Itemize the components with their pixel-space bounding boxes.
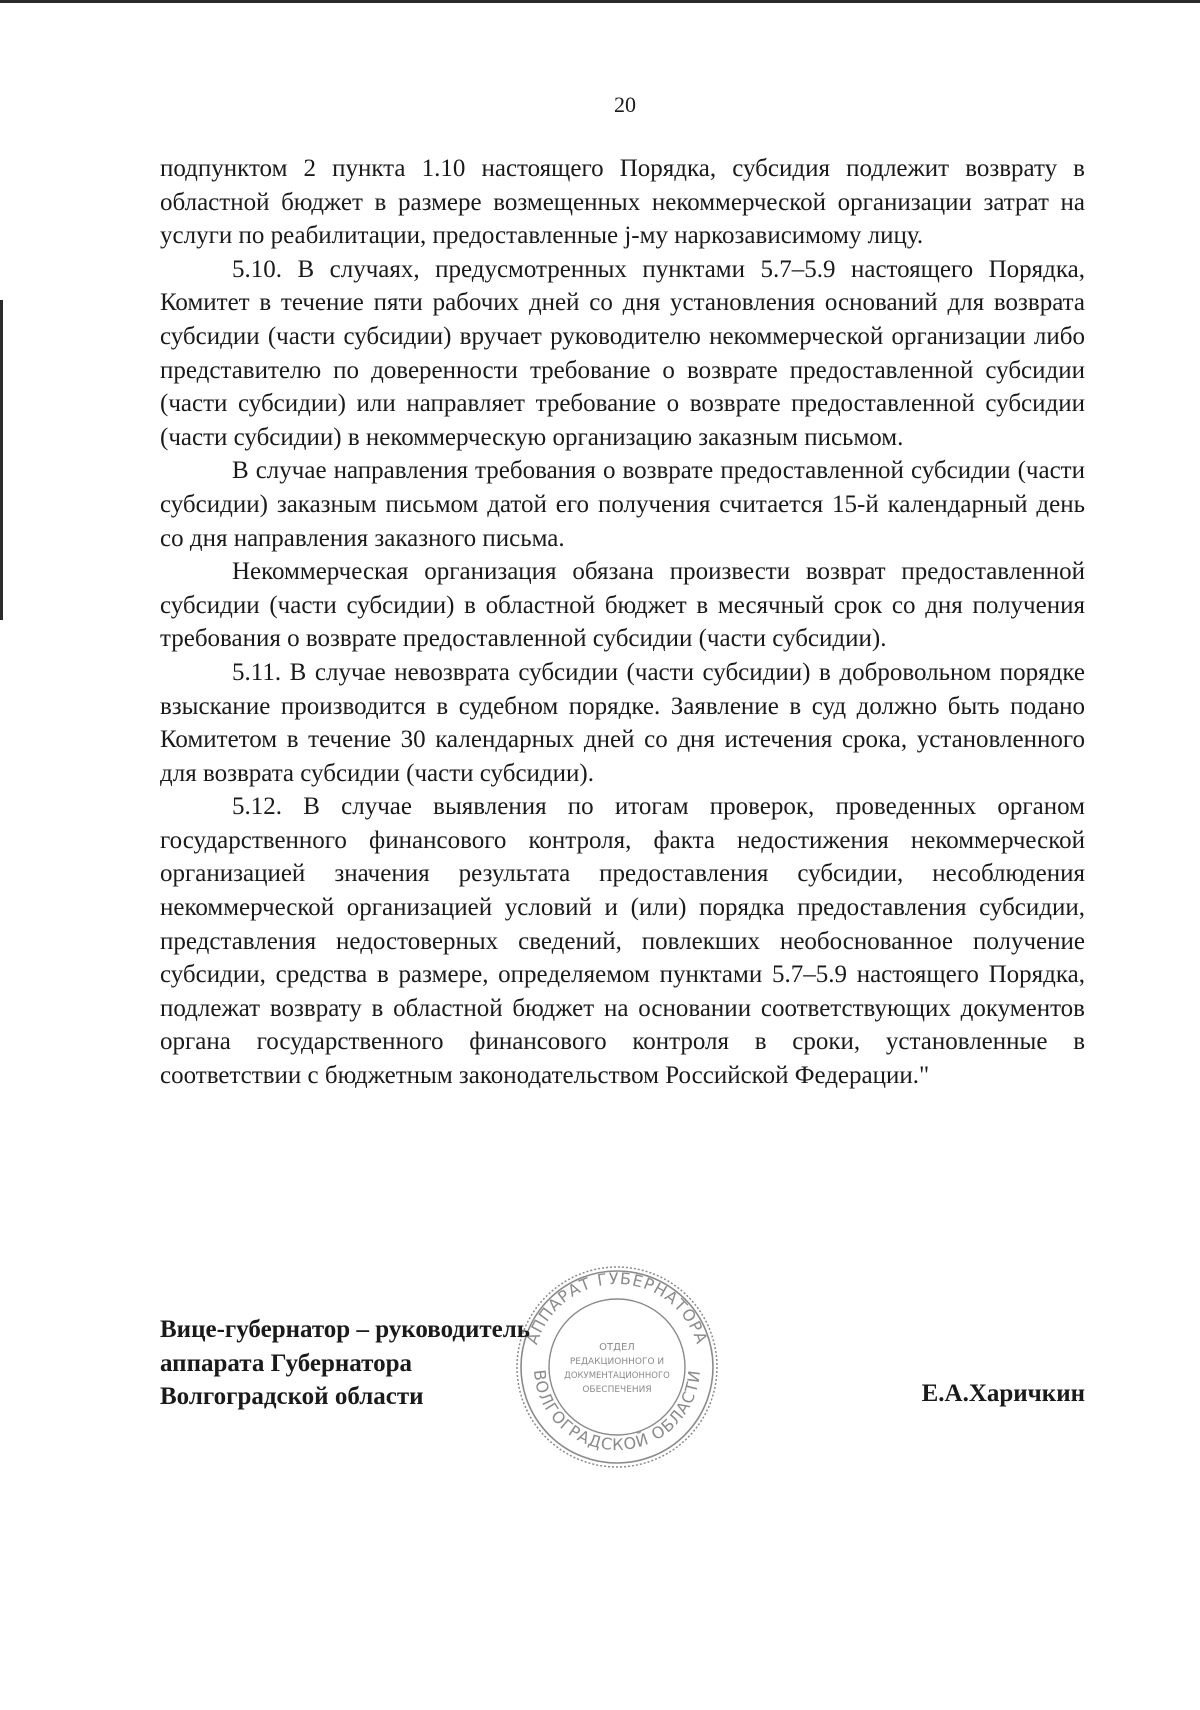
paragraph-registered-letter: В случае направления требования о возврате предоставленной субсидии (части субсидии) заказным письмом датой его получения считается 15-й календарный день со дня направления заказного письма. [160,457,1085,552]
seal-inner-line3: ДОКУМЕНТАЦИОННОГО [564,1371,670,1381]
seal-outer-top-text: АППАРАТ ГУБЕРНАТОРА [522,1268,712,1347]
svg-text:АППАРАТ ГУБЕРНАТОРА [522,1269,711,1347]
document-body [160,152,1085,1093]
paragraph-return-obligation: Некоммерческая организация обязана произвести возврат предоставленной субсидии (части субсидии) в областной бюджет в месячный срок со дня получения требования о возврате предоставленной субсидии (части субсидии). [160,558,1085,653]
seal-outer-bottom-text: ВОЛГОГРАДСКОЙ ОБЛАСТИ [529,1368,705,1455]
paragraph-5-10: 5.10. В случаях, предусмотренных пунктами 5.7–5.9 настоящего Порядка, Комитет в течение пяти рабочих дней со дня установления оснований для возврата субсидии (части субсидии) вручает руководителю некоммерческой организации либо представителю по доверенности требование о возврате предоставленной субсидии (части субсидии) или направляет требование о возврате предоставленной субсидии (части субсидии) в некоммерческую организацию заказным письмом. [160,255,1085,451]
paragraph-continuation: подпунктом 2 пункта 1.10 настоящего Порядка, субсидия подлежит возврату в областной бюджет в размере возмещенных некоммерческой организации затрат на услуги по реабилитации, предоставленные j-му наркозависимому лицу. [160,155,1085,250]
signatory-name: Е.А.Харичкин [921,1380,1085,1407]
signatory-position-line: Вице-губернатор – руководитель [160,1316,531,1343]
seal-inner-line2: РЕДАКЦИОННОГО И [569,1357,665,1367]
paragraph-5-12: 5.12. В случае выявления по итогам проверок, проведенных органом государственного финансового контроля, факта недостижения некоммерческой организацией значения результата предоставления субсидии, несоблюдения некоммерческой организацией условий и (или) порядка предоставления субсидии, представления недостоверных сведений, повлекших необоснованное получение субсидии, средства в размере, определяемом пунктами 5.7–5.9 настоящего Порядка, подлежат возврату в областной бюджет на основании соответствующих документов органа государственного финансового контроля в сроки, установленные в соответствии с бюджетным законодательством Российской Федерации." [160,793,1085,1090]
paragraph-5-11: 5.11. В случае невозврата субсидии (части субсидии) в добровольном порядке взыскание производится в судебном порядке. Заявление в суд должно быть подано Комитетом в течение 30 календарных дней со дня истечения срока, установленного для возврата субсидии (части субсидии). [160,658,1085,787]
seal-inner-line1: ОТДЕЛ [599,1342,635,1353]
signatory-position-line: Волгоградской области [160,1383,424,1410]
scan-top-edge [0,0,1200,3]
signatory-position-line: аппарата Губернатора [160,1349,412,1377]
seal-inner-line4: ОБЕСПЕЧЕНИЯ [582,1385,652,1395]
signatory-position [160,1313,530,1414]
page-number: 20 [614,92,636,117]
official-seal [512,1262,722,1472]
scan-left-edge-mark [0,300,3,620]
